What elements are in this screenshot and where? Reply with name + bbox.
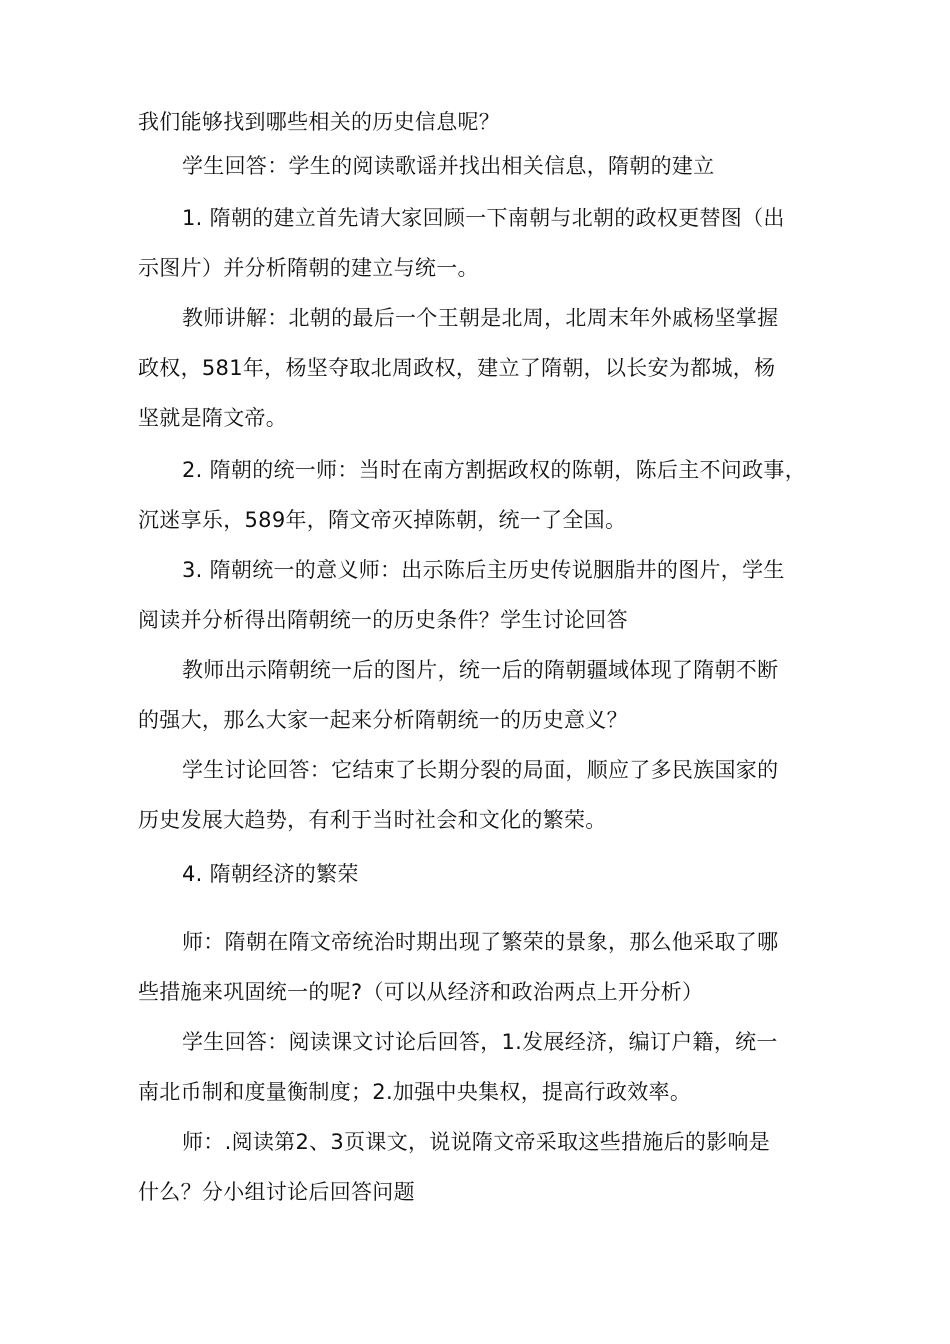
text-line: 学生回答：学生的阅读歌谣并找出相关信息，隋朝的建立 bbox=[182, 154, 715, 178]
text-line: 政权，581年，杨坚夺取北周政权，建立了隋朝，以长安为都城，杨 bbox=[138, 356, 776, 380]
text-line: 师：.阅读第2、3页课文，说说隋文帝采取这些措施后的影响是 bbox=[182, 1130, 771, 1154]
text-line: 4. 隋朝经济的繁荣 bbox=[182, 862, 359, 886]
text-line: 坚就是隋文帝。 bbox=[138, 406, 288, 430]
text-line: 1. 隋朝的建立首先请大家回顾一下南朝与北朝的政权更替图（出 bbox=[182, 206, 785, 230]
text-line: 示图片）并分析隋朝的建立与统一。 bbox=[138, 256, 479, 280]
text-line: 3. 隋朝统一的意义师：出示陈后主历史传说胭脂井的图片，学生 bbox=[182, 558, 785, 582]
text-line: 历史发展大趋势，有利于当时社会和文化的繁荣。 bbox=[138, 808, 607, 832]
text-line: 学生讨论回答：它结束了长期分裂的局面，顺应了多民族国家的 bbox=[182, 758, 779, 782]
text-line: 阅读并分析得出隋朝统一的历史条件？学生讨论回答 bbox=[138, 608, 628, 632]
text-line: 南北币制和度量衡制度；2.加强中央集权，提高行政效率。 bbox=[138, 1080, 692, 1104]
text-line: 些措施来巩固统一的呢?（可以从经济和政治两点上开分析） bbox=[138, 980, 704, 1004]
text-line: 2. 隋朝的统一师：当时在南方割据政权的陈朝，陈后主不问政事， bbox=[182, 458, 807, 482]
text-line: 教师出示隋朝统一后的图片，统一后的隋朝疆域体现了隋朝不断 bbox=[182, 658, 779, 682]
text-line: 的强大，那么大家一起来分析隋朝统一的历史意义？ bbox=[138, 708, 628, 732]
text-line: 师：隋朝在隋文帝统治时期出现了繁荣的景象，那么他采取了哪 bbox=[182, 930, 779, 954]
text-line: 教师讲解：北朝的最后一个王朝是北周，北周末年外戚杨坚掌握 bbox=[182, 306, 779, 330]
text-line: 沉迷享乐，589年，隋文帝灭掉陈朝，统一了全国。 bbox=[138, 508, 627, 532]
text-line: 我们能够找到哪些相关的历史信息呢？ bbox=[138, 110, 501, 134]
text-line: 学生回答：阅读课文讨论后回答，1.发展经济，编订户籍，统一 bbox=[182, 1030, 778, 1054]
text-line: 什么？分小组讨论后回答问题 bbox=[138, 1180, 415, 1204]
